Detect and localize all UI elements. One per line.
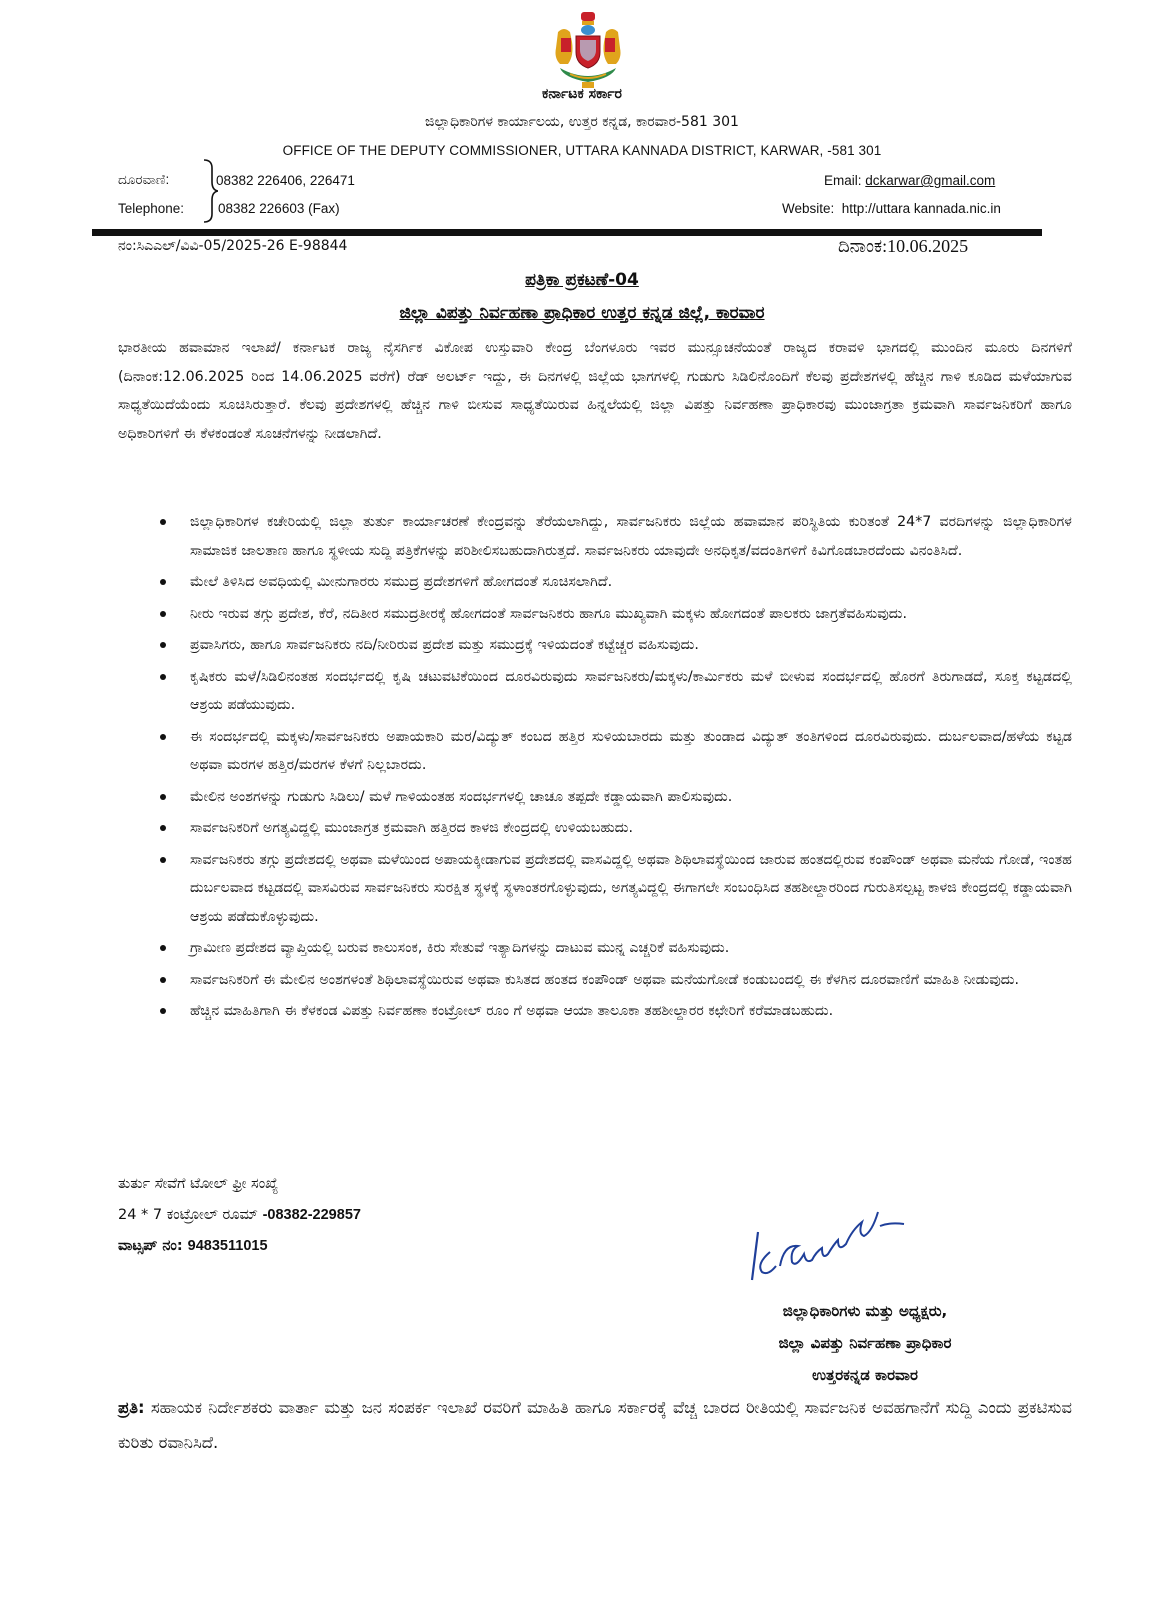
phone-label-kannada: ದೂರವಾಣಿ: <box>118 172 170 187</box>
brace-icon <box>200 158 218 224</box>
signatory-block <box>700 1295 1030 1391</box>
instruction-item: ಹೆಚ್ಚಿನ ಮಾಹಿತಿಗಾಗಿ ಈ ಕೆಳಕಂಡ ವಿಪತ್ತು ನಿರ್ವಹಣಾ ಕಂಟ್ರೋಲ್ ರೂಂ ಗೆ ಅಥವಾ ಆಯಾ ತಾಲೂಕಾ ತಹಶೀಲ್ದಾರರ ಕಛೇರಿಗೆ ಕರೆಮಾಡಬಹುದು. <box>160 997 1072 1026</box>
bullet-icon <box>160 674 166 680</box>
instruction-item: ಮೇಲಿನ ಅಂಶಗಳನ್ನು ಗುಡುಗು ಸಿಡಿಲು/ ಮಳೆ ಗಾಳಿಯಂತಹ ಸಂದರ್ಭಗಳಲ್ಲಿ ಚಾಚೂ ತಪ್ಪದೇ ಕಡ್ಡಾಯವಾಗಿ ಪಾಲಿಸುವುದು. <box>160 783 1072 812</box>
press-release-title: ಪತ್ರಿಕಾ ಪ್ರಕಟಣೆ-04 <box>525 270 639 290</box>
signature-icon <box>740 1208 930 1298</box>
website-row <box>782 201 1001 216</box>
instruction-item: ಮೇಲೆ ತಿಳಿಸಿದ ಅವಧಿಯಲ್ಲಿ ಮೀನುಗಾರರು ಸಮುದ್ರ ಪ್ರದೇಶಗಳಿಗೆ ಹೋಗದಂತೆ ಸೂಚಿಸಲಾಗಿದೆ. <box>160 568 1072 597</box>
copy-to-label: ಪ್ರತಿ: <box>118 1398 145 1417</box>
signatory-authority: ಜಿಲ್ಲಾ ವಿಪತ್ತು ನಿರ್ವಹಣಾ ಪ್ರಾಧಿಕಾರ <box>778 1334 952 1352</box>
instruction-item: ಪ್ರವಾಸಿಗರು, ಹಾಗೂ ಸಾರ್ವಜನಿಕರು ನದಿ/ನೀರಿರುವ ಪ್ರದೇಶ ಮತ್ತು ಸಮುದ್ರಕ್ಕೆ ಇಳಿಯದಂತೆ ಕಟ್ಟೆಚ್ಚರ ವಹಿಸುವುದು. <box>160 631 1072 660</box>
document-date: ದಿನಾಂಕ:10.06.2025 <box>838 236 969 256</box>
phone-numbers: 08382 226406, 226471 <box>216 173 355 188</box>
email-link[interactable]: dckarwar@gmail.com <box>865 173 996 188</box>
control-room-label: 24 * 7 ಕಂಟ್ರೋಲ್ ರೂಮ್ <box>118 1207 263 1223</box>
instruction-item: ಗ್ರಾಮೀಣ ಪ್ರದೇಶದ ವ್ಯಾಪ್ತಿಯಲ್ಲಿ ಬರುವ ಕಾಲುಸಂಕ, ಕಿರು ಸೇತುವೆ ಇತ್ಯಾದಿಗಳನ್ನು ದಾಟುವ ಮುನ್ನ ಎಚ್ಚರಿಕೆ ವಹಿಸುವುದು. <box>160 934 1072 963</box>
bullet-icon <box>160 977 166 983</box>
intro-paragraph: ಭಾರತೀಯ ಹವಾಮಾನ ಇಲಾಖೆ/ ಕರ್ನಾಟಕ ರಾಜ್ಯ ನೈಸರ್ಗಿಕ ವಿಕೋಪ ಉಸ್ತುವಾರಿ ಕೇಂದ್ರ ಬೆಂಗಳೂರು ಇವರ ಮುನ್ಸೂಚನೆಯಂತೆ ರಾಜ್ಯದ ಕರಾವಳಿ ಭಾಗದಲ್ಲಿ ಮುಂದಿನ ಮೂರು ದಿನಗಳಿಗೆ (ದಿನಾಂಕ:12.06.2025 ರಿಂದ 14.06.2025 ವರೆಗೆ) ರೆಡ್ ಅಲರ್ಟ್ ಇದ್ದು, ಈ ದಿನಗಳಲ್ಲಿ ಜಿಲ್ಲೆಯ ಭಾಗಗಳಲ್ಲಿ ಗುಡುಗು ಸಿಡಿಲಿನೊಂದಿಗೆ ಕೆಲವು ಪ್ರದೇಶಗಳಲ್ಲಿ ಹೆಚ್ಚಿನ ಗಾಳಿ ಕೂಡಿದ ಮಳೆಯಾಗುವ ಸಾಧ್ಯತೆಯಿದೆಯೆಂದು ಸೂಚಿಸಿರುತ್ತಾರೆ. ಕೆಲವು ಪ್ರದೇಶಗಳಲ್ಲಿ ಹೆಚ್ಚಿನ ಗಾಳಿ ಬೀಸುವ ಸಾಧ್ಯತೆಯಿರುವ ಹಿನ್ನಲೆಯಲ್ಲಿ ಜಿಲ್ಲಾ ವಿಪತ್ತು ನಿರ್ವಹಣಾ ಪ್ರಾಧಿಕಾರವು ಮುಂಜಾಗ್ರತಾ ಕ್ರಮವಾಗಿ ಸಾರ್ವಜನಿಕರಿಗೆ ಹಾಗೂ ಅಧಿಕಾರಿಗಳಿಗೆ ಈ ಕೆಳಕಂಡಂತೆ ಸೂಚನೆಗಳನ್ನು ನೀಡಲಾಗಿದೆ. <box>118 340 1072 442</box>
copy-to-text: ಸಹಾಯಕ ನಿರ್ದೇಶಕರು ವಾರ್ತಾ ಮತ್ತು ಜನ ಸಂಪರ್ಕ ಇಲಾಖೆ ರವರಿಗೆ ಮಾಹಿತಿ ಹಾಗೂ ಸರ್ಕಾರಕ್ಕೆ ವೆಚ್ಚ ಬಾರದ ರೀತಿಯಲ್ಲಿ ಸಾರ್ವಜನಿಕ ಅವಹಗಾನೆಗೆ ಸುದ್ದಿ ಎಂದು ಪ್ರಕಟಿಸುವ ಕುರಿತು ರವಾನಿಸಿದೆ. <box>118 1398 1072 1452</box>
office-name-kannada: ಜಿಲ್ಲಾಧಿಕಾರಿಗಳ ಕಾರ್ಯಾಲಯ, ಉತ್ತರ ಕನ್ನಡ, ಕಾರವಾರ-581 301 <box>425 114 739 130</box>
instruction-item: ಜಿಲ್ಲಾಧಿಕಾರಿಗಳ ಕಚೇರಿಯಲ್ಲಿ ಜಿಲ್ಲಾ ತುರ್ತು ಕಾರ್ಯಾಚರಣೆ ಕೇಂದ್ರವನ್ನು ತೆರೆಯಲಾಗಿದ್ದು, ಸಾರ್ವಜನಿಕರು ಜಿಲ್ಲೆಯ ಹವಾಮಾನ ಪರಿಸ್ಥಿತಿಯ ಕುರಿತಂತೆ 24*7 ವರದಿಗಳನ್ನು ಜಿಲ್ಲಾಧಿಕಾರಿಗಳ ಸಾಮಾಜಿಕ ಜಾಲತಾಣ ಹಾಗೂ ಸ್ಥಳೀಯ ಸುದ್ದಿ ಪತ್ರಿಕೆಗಳನ್ನು ಪರಿಶೀಲಿಸಬಹುದಾಗಿರುತ್ತದೆ. ಸಾರ್ವಜನಿಕರು ಯಾವುದೇ ಅನಧಿಕೃತ/ವದಂತಿಗಳಿಗೆ ಕಿವಿಗೊಡಬಾರದೆಂದು ವಿನಂತಿಸಿದೆ. <box>160 508 1072 565</box>
whatsapp-label: ವಾಟ್ಸಪ್ ನಂ: <box>118 1238 188 1254</box>
office-name-english: OFFICE OF THE DEPUTY COMMISSIONER, UTTARA KANNADA DISTRICT, KARWAR, -581 301 <box>282 143 882 158</box>
instruction-item: ಕೃಷಿಕರು ಮಳೆ/ಸಿಡಿಲಿನಂತಹ ಸಂದರ್ಭದಲ್ಲಿ ಕೃಷಿ ಚಟುವಟಿಕೆಯಿಂದ ದೂರವಿರುವುದು ಸಾರ್ವಜನಿಕರು/ಮಕ್ಕಳು/ಕಾರ್ಮಿಕರು ಮಳೆ ಬೀಳುವ ಸಂದರ್ಭದಲ್ಲಿ ಹೊರಗೆ ತಿರುಗಾಡದೆ, ಸೂಕ್ತ ಕಟ್ಟಡದಲ್ಲಿ ಆಶ್ರಯ ಪಡೆಯುವುದು. <box>160 663 1072 720</box>
phone-label-english: Telephone: <box>118 201 185 216</box>
signatory-designation: ಜಿಲ್ಲಾಧಿಕಾರಿಗಳು ಮತ್ತು ಅಧ್ಯಕ್ಷರು, <box>782 1302 948 1320</box>
bullet-icon <box>160 734 166 740</box>
website-label: Website: <box>782 201 835 216</box>
bullet-icon <box>160 794 166 800</box>
karnataka-emblem-icon <box>548 10 628 90</box>
copy-to-paragraph <box>118 1390 1072 1460</box>
authority-title: ಜಿಲ್ಲಾ ವಿಪತ್ತು ನಿರ್ವಹಣಾ ಪ್ರಾಧಿಕಾರ ಉತ್ತರ ಕನ್ನಡ ಜಿಲ್ಲೆ, ಕಾರವಾರ <box>399 303 765 323</box>
fax-number: 08382 226603 (Fax) <box>218 201 340 216</box>
bullet-icon <box>160 611 166 617</box>
instructions-list <box>160 508 1072 1029</box>
instruction-item: ಈ ಸಂದರ್ಭದಲ್ಲಿ ಮಕ್ಕಳು/ಸಾರ್ವಜನಿಕರು ಅಪಾಯಕಾರಿ ಮರ/ವಿದ್ಯುತ್ ಕಂಬದ ಹತ್ತಿರ ಸುಳಿಯಬಾರದು ಮತ್ತು ತುಂಡಾದ ವಿದ್ಯುತ್ ತಂತಿಗಳಿಂದ ದೂರವಿರುವುದು. ದುರ್ಬಲವಾದ/ಹಳೆಯ ಕಟ್ಟಡ ಅಥವಾ ಮರಗಳ ಹತ್ತಿರ/ಮರಗಳ ಕೆಳಗೆ ನಿಲ್ಲಬಾರದು. <box>160 723 1072 780</box>
government-name: ಕರ್ನಾಟಕ ಸರ್ಕಾರ <box>542 86 622 102</box>
bullet-icon <box>160 642 166 648</box>
bullet-icon <box>160 1008 166 1014</box>
signatory-location: ಉತ್ತರಕನ್ನಡ ಕಾರವಾರ <box>812 1366 918 1384</box>
email-label: Email: <box>824 173 862 188</box>
bullet-icon <box>160 857 166 863</box>
header-divider <box>92 229 1042 236</box>
reference-number: ನಂ:ಸಿಎಎಲ್/ವಿವಿ-05/2025-26 E-98844 <box>118 238 348 254</box>
control-room-row <box>118 1207 361 1223</box>
bullet-icon <box>160 519 166 525</box>
email-row <box>824 173 995 188</box>
website-url: http://uttara kannada.nic.in <box>841 201 1001 216</box>
helpline-title: ತುರ್ತು ಸೇವೆಗೆ ಟೋಲ್ ಫ್ರೀ ಸಂಖ್ಯೆ <box>118 1176 279 1192</box>
instruction-item: ಸಾರ್ವಜನಿಕರು ತಗ್ಗು ಪ್ರದೇಶದಲ್ಲಿ ಅಥವಾ ಮಳೆಯಿಂದ ಅಪಾಯಕ್ಕೀಡಾಗುವ ಪ್ರದೇಶದಲ್ಲಿ ವಾಸವಿದ್ದಲ್ಲಿ ಅಥವಾ ಶಿಥಿಲಾವಸ್ಥೆಯಿಂದ ಜಾರುವ ಹಂತದಲ್ಲಿರುವ ಕಂಪೌಂಡ್ ಅಥವಾ ಮನೆಯ ಗೋಡೆ, ಇಂತಹ ದುರ್ಬಲವಾದ ಕಟ್ಟಡದಲ್ಲಿ ವಾಸವಿರುವ ಸಾರ್ವಜನಿಕರು ಸುರಕ್ಷಿತ ಸ್ಥಳಕ್ಕೆ ಸ್ಥಳಾಂತರಗೊಳ್ಳುವುದು, ಅಗತ್ಯವಿದ್ದಲ್ಲಿ ಈಗಾಗಲೇ ಸಂಬಂಧಿಸಿದ ತಹಶೀಲ್ದಾರರಿಂದ ಗುರುತಿಸಲ್ಪಟ್ಟ ಕಾಳಜಿ ಕೇಂದ್ರದಲ್ಲಿ ಕಡ್ಡಾಯವಾಗಿ ಆಶ್ರಯ ಪಡೆದುಕೊಳ್ಳುವುದು. <box>160 846 1072 932</box>
bullet-icon <box>160 579 166 585</box>
control-room-number: -08382-229857 <box>262 1207 361 1223</box>
instruction-item: ಸಾರ್ವಜನಿಕರಿಗೆ ಈ ಮೇಲಿನ ಅಂಶಗಳಂತೆ ಶಿಥಿಲಾವಸ್ಥೆಯಿರುವ ಅಥವಾ ಕುಸಿತದ ಹಂತದ ಕಂಪೌಂಡ್ ಅಥವಾ ಮನೆಯಗೋಡೆ ಕಂಡುಬಂದಲ್ಲಿ ಈ ಕೆಳಗಿನ ದೂರವಾಣಿಗೆ ಮಾಹಿತಿ ನೀಡುವುದು. <box>160 966 1072 995</box>
bullet-icon <box>160 825 166 831</box>
bullet-icon <box>160 945 166 951</box>
whatsapp-row <box>118 1238 268 1254</box>
instruction-item: ಸಾರ್ವಜನಿಕರಿಗೆ ಅಗತ್ಯವಿದ್ದಲ್ಲಿ ಮುಂಜಾಗ್ರತ ಕ್ರಮವಾಗಿ ಹತ್ತಿರದ ಕಾಳಜಿ ಕೇಂದ್ರದಲ್ಲಿ ಉಳಿಯಬಹುದು. <box>160 814 1072 843</box>
whatsapp-number: 9483511015 <box>187 1238 268 1254</box>
instruction-item: ನೀರು ಇರುವ ತಗ್ಗು ಪ್ರದೇಶ, ಕೆರೆ, ನದಿತೀರ ಸಮುದ್ರತೀರಕ್ಕೆ ಹೋಗದಂತೆ ಸಾರ್ವಜನಿಕರು ಹಾಗೂ ಮುಖ್ಯವಾಗಿ ಮಕ್ಕಳು ಹೋಗದಂತೆ ಪಾಲಕರು ಜಾಗ್ರತೆವಹಿಸುವುದು. <box>160 600 1072 629</box>
